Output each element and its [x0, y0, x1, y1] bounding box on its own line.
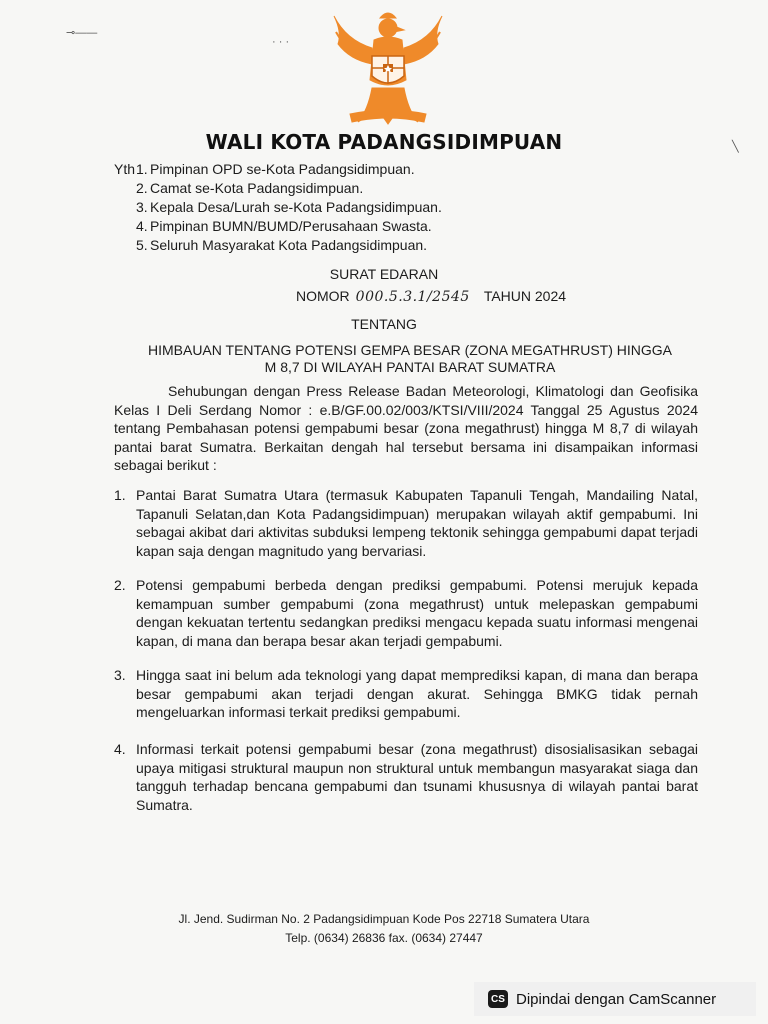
- list-item: [114, 236, 442, 255]
- list-item-number: 5.: [136, 237, 148, 253]
- list-item: [114, 179, 442, 198]
- list-item: [114, 160, 442, 179]
- scan-artifact-mark: · · ·: [272, 36, 290, 48]
- scan-artifact-mark: ⊸——: [66, 27, 98, 39]
- recipient-prefix: Yth: [114, 161, 136, 177]
- letter-number-line: [296, 288, 566, 305]
- handwritten-number: 000.5.3.1/2545: [355, 289, 470, 305]
- list-item-text: Pantai Barat Sumatra Utara (termasuk Kabupaten Tapanuli Tengah, Mandailing Natal, Tapanuli Selatan,dan Kota Padangsidimpuan) merupakan wilayah aktif gempabumi. Ini sebagai akibat dari aktivitas subduksi lempeng tektonik sehingga gempabumi dapat terjadi kapan saja dengan magnitudo yang bervariasi.: [136, 487, 698, 559]
- list-item: [114, 666, 698, 722]
- list-item-number: 1.: [136, 161, 148, 177]
- list-item-text: Pimpinan OPD se-Kota Padangsidimpuan.: [150, 161, 415, 177]
- camscanner-watermark: [474, 982, 756, 1016]
- list-item-text: Camat se-Kota Padangsidimpuan.: [150, 180, 364, 196]
- letter-subject: [120, 342, 700, 376]
- intro-paragraph: [114, 382, 698, 475]
- watermark-label: Dipindai dengan CamScanner: [516, 990, 717, 1008]
- footer-address: Jl. Jend. Sudirman No. 2 Padangsidimpuan Kode Pos 22718 Sumatera Utara: [178, 912, 590, 926]
- list-item-text: Pimpinan BUMN/BUMD/Perusahaan Swasta.: [150, 218, 432, 234]
- list-item-text: Kepala Desa/Lurah se-Kota Padangsidimpuan.: [150, 199, 442, 215]
- list-item: [114, 486, 698, 560]
- list-item-text: Potensi gempabumi berbeda dengan prediksi gempabumi. Potensi merujuk kepada kemampuan sumber gempabumi (zona megathrust) untuk melepaskan gempabumi dengan kekuatan tertentu sedangkan prediksi mengacu kepada suatu informasi mengenai kapan, di mana dan berapa besar akan terjadi gempabumi.: [136, 577, 698, 649]
- about-label: TENTANG: [351, 316, 417, 332]
- scan-artifact-mark: ╲: [732, 141, 739, 153]
- list-item-number: 3.: [136, 199, 148, 215]
- number-label: NOMOR: [296, 288, 350, 304]
- camscanner-logo-icon: CS: [488, 990, 508, 1008]
- intro-text: Sehubungan dengan Press Release Badan Meteorologi, Klimatologi dan Geofisika Kelas I Deli Serdang Nomor : e.B/GF.00.02/003/KTSI/VIII/2024 Tanggal 25 Agustus 2024 tentang Pembahasan potensi gempabumi besar (zona megathrust) hingga M 8,7 di wilayah pantai barat Sumatra. Berkaitan dengah hal tersebut bersama ini disampaikan informasi sebagai berikut :: [114, 383, 698, 473]
- footer-phone: Telp. (0634) 26836 fax. (0634) 27447: [285, 931, 483, 945]
- list-item-number: 3.: [114, 667, 126, 683]
- list-item-number: 2.: [114, 577, 126, 593]
- list-item-text: Hingga saat ini belum ada teknologi yang dapat memprediksi kapan, di mana dan berapa besar gempabumi akan terjadi dengan akurat. Sehingga BMKG tidak pernah mengeluarkan informasi terkait prediksi gempabumi.: [136, 667, 698, 720]
- list-item-number: 4.: [136, 218, 148, 234]
- year-label: TAHUN 2024: [483, 288, 567, 304]
- list-item-text: Seluruh Masyarakat Kota Padangsidimpuan.: [150, 237, 428, 253]
- garuda-pancasila-emblem-icon: [328, 10, 448, 128]
- list-item: [114, 740, 698, 814]
- list-item: [114, 198, 442, 217]
- page-title: WALI KOTA PADANGSIDIMPUAN: [205, 130, 563, 154]
- list-item: [114, 576, 698, 650]
- list-item-number: 2.: [136, 180, 148, 196]
- subject-line: M 8,7 DI WILAYAH PANTAI BARAT SUMATRA: [264, 359, 556, 375]
- subject-line: HIMBAUAN TENTANG POTENSI GEMPA BESAR (ZONA MEGATHRUST) HINGGA: [147, 342, 673, 358]
- list-item: [114, 217, 442, 236]
- list-item-number: 1.: [114, 487, 126, 503]
- recipient-list: [114, 160, 442, 255]
- list-item-text: Informasi terkait potensi gempabumi besar (zona megathrust) disosialisasikan sebagai upaya mitigasi struktural maupun non struktural untuk membangun masyarakat siaga dan tangguh terhadap bencana gempabumi dan tsunami khususnya di wilayah pantai barat Sumatra.: [136, 741, 698, 813]
- list-item-number: 4.: [114, 741, 126, 757]
- letter-type: SURAT EDARAN: [329, 266, 439, 282]
